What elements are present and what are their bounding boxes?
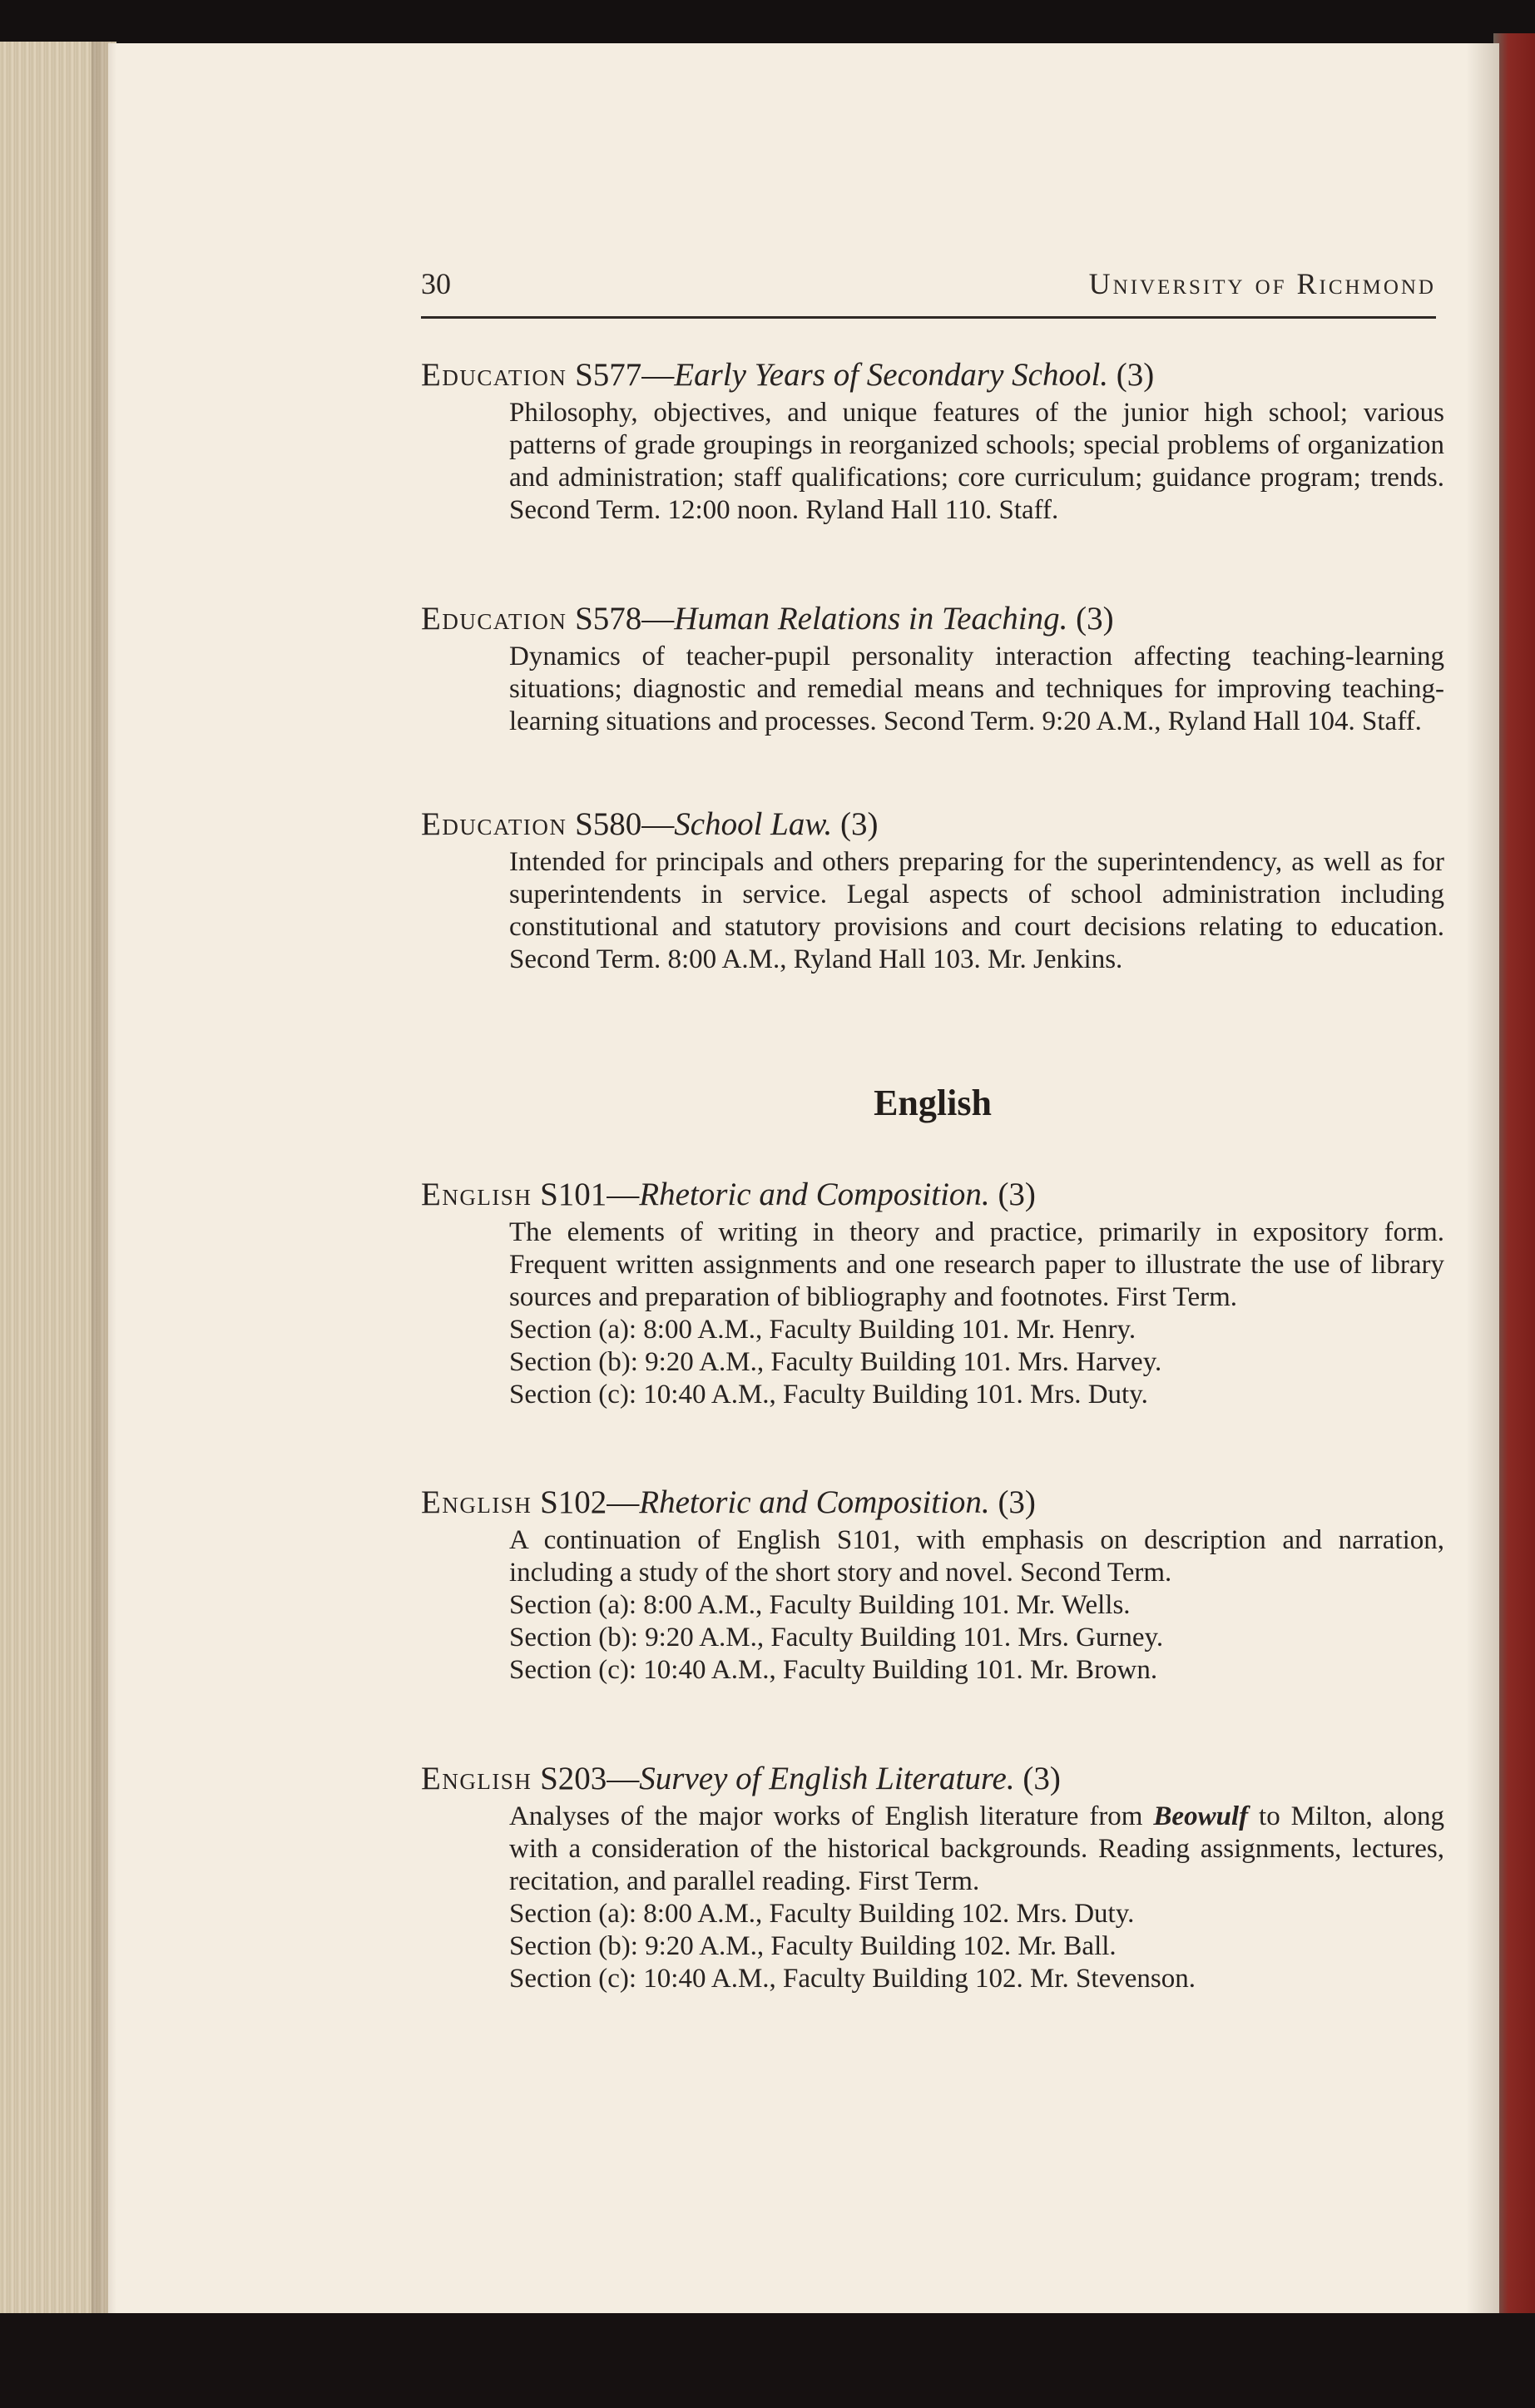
course-title: Rhetoric and Composition. xyxy=(639,1177,990,1212)
scan-bottom-border xyxy=(0,2313,1535,2408)
course-description: A continuation of English S101, with emphasis on description and narration, including a study of the short story and novel. Second Term. xyxy=(509,1525,1444,1588)
course-credits: (3) xyxy=(1116,357,1155,393)
course-description: Philosophy, objectives, and unique features of the junior high school; various patterns of grade groupings in reorganized schools; special problems of organization and administration; staff qualifications; core curriculum; guidance program; trends. Second Term. 12:00 noon. Ryland Hall 110. Staff. xyxy=(509,398,1444,525)
course-credits: (3) xyxy=(840,806,879,842)
course-section-c: Section (c): 10:40 A.M., Faculty Building 102. Mr. Stevenson. xyxy=(509,1964,1196,1994)
course-title: School Law. xyxy=(674,806,833,842)
section-heading-english: English xyxy=(874,1083,992,1123)
course-education-s577 xyxy=(421,354,1444,527)
course-number: S102 xyxy=(540,1484,607,1520)
course-credits: (3) xyxy=(1076,601,1114,637)
course-heading: English S101—Rhetoric and Composition. (3) xyxy=(421,1177,1036,1212)
course-education-s578 xyxy=(421,597,1444,738)
course-section-c: Section (c): 10:40 A.M., Faculty Building 101. Mrs. Duty. xyxy=(509,1380,1148,1410)
course-number: S577 xyxy=(575,357,642,393)
course-dept: Education xyxy=(421,806,567,842)
course-english-s102 xyxy=(421,1481,1444,1687)
description-italic-title: Beowulf xyxy=(1153,1801,1249,1831)
course-heading: Education S578—Human Relations in Teaching. (3) xyxy=(421,601,1114,637)
course-section-b: Section (b): 9:20 A.M., Faculty Building 101. Mrs. Harvey. xyxy=(509,1347,1162,1377)
course-credits: (3) xyxy=(998,1177,1036,1212)
course-heading: English S203—Survey of English Literature. (3) xyxy=(421,1761,1061,1796)
course-number: S580 xyxy=(575,806,642,842)
book-cover-edge xyxy=(1493,33,1535,2321)
page-gutter-shadow xyxy=(92,42,116,2317)
course-dept: English xyxy=(421,1177,532,1212)
course-section-b: Section (b): 9:20 A.M., Faculty Building 102. Mr. Ball. xyxy=(509,1931,1117,1961)
description-text: to Milton, along with a consideration of the historical backgrounds. Reading assignments, lectures, recitation, and parallel reading. First Term. xyxy=(509,1801,1444,1896)
course-description: Dynamics of teacher-pupil personality interaction affecting teaching-learning situations; diagnostic and remedial means and techniques for improving teaching-learning situations and processes. Second Term. 9:20 A.M., Ryland Hall 104. Staff. xyxy=(509,642,1444,736)
course-credits: (3) xyxy=(998,1484,1036,1520)
description-text: Analyses of the major works of English literature from xyxy=(509,1801,1154,1831)
course-dept: Education xyxy=(421,357,567,393)
course-heading: Education S580—School Law. (3) xyxy=(421,806,879,842)
course-heading: English S102—Rhetoric and Composition. (3) xyxy=(421,1484,1036,1520)
course-description: The elements of writing in theory and practice, primarily in expository form. Frequent written assignments and one research paper to illustrate the use of library sources and preparation of bibliography and footnotes. First Term. xyxy=(509,1217,1444,1312)
course-heading: Education S577—Early Years of Secondary School. (3) xyxy=(421,357,1155,393)
course-dept: English xyxy=(421,1484,532,1520)
course-section-b: Section (b): 9:20 A.M., Faculty Building 101. Mrs. Gurney. xyxy=(509,1623,1164,1652)
course-english-s101 xyxy=(421,1173,1444,1411)
course-title: Human Relations in Teaching. xyxy=(674,601,1068,637)
course-description xyxy=(509,1801,1444,1898)
course-description: Intended for principals and others preparing for the superintendency, as well as for superintendents in service. Legal aspects of school administration including constitutional and statutory provisions and court decisions relating to education. Second Term. 8:00 A.M., Ryland Hall 103. Mr. Jenkins. xyxy=(509,847,1444,974)
course-number: S578 xyxy=(575,601,642,637)
course-title: Early Years of Secondary School. xyxy=(674,357,1109,393)
page-number: 30 xyxy=(421,267,451,300)
course-section-a: Section (a): 8:00 A.M., Faculty Building 101. Mr. Henry. xyxy=(509,1315,1136,1345)
course-section-a: Section (a): 8:00 A.M., Faculty Building 102. Mrs. Duty. xyxy=(509,1899,1135,1929)
course-number: S101 xyxy=(540,1177,607,1212)
scan-top-border xyxy=(0,0,1535,46)
running-title: University of Richmond xyxy=(1088,267,1436,300)
running-head xyxy=(421,266,1436,319)
course-education-s580 xyxy=(421,803,1444,976)
course-dept: English xyxy=(421,1761,532,1796)
course-title: Survey of English Literature. xyxy=(639,1761,1015,1796)
course-english-s203 xyxy=(421,1757,1444,1995)
course-section-a: Section (a): 8:00 A.M., Faculty Building 101. Mr. Wells. xyxy=(509,1590,1131,1620)
course-title: Rhetoric and Composition. xyxy=(639,1484,990,1520)
course-number: S203 xyxy=(540,1761,607,1796)
course-credits: (3) xyxy=(1023,1761,1061,1796)
course-dept: Education xyxy=(421,601,567,637)
course-section-c: Section (c): 10:40 A.M., Faculty Building 101. Mr. Brown. xyxy=(509,1655,1158,1685)
